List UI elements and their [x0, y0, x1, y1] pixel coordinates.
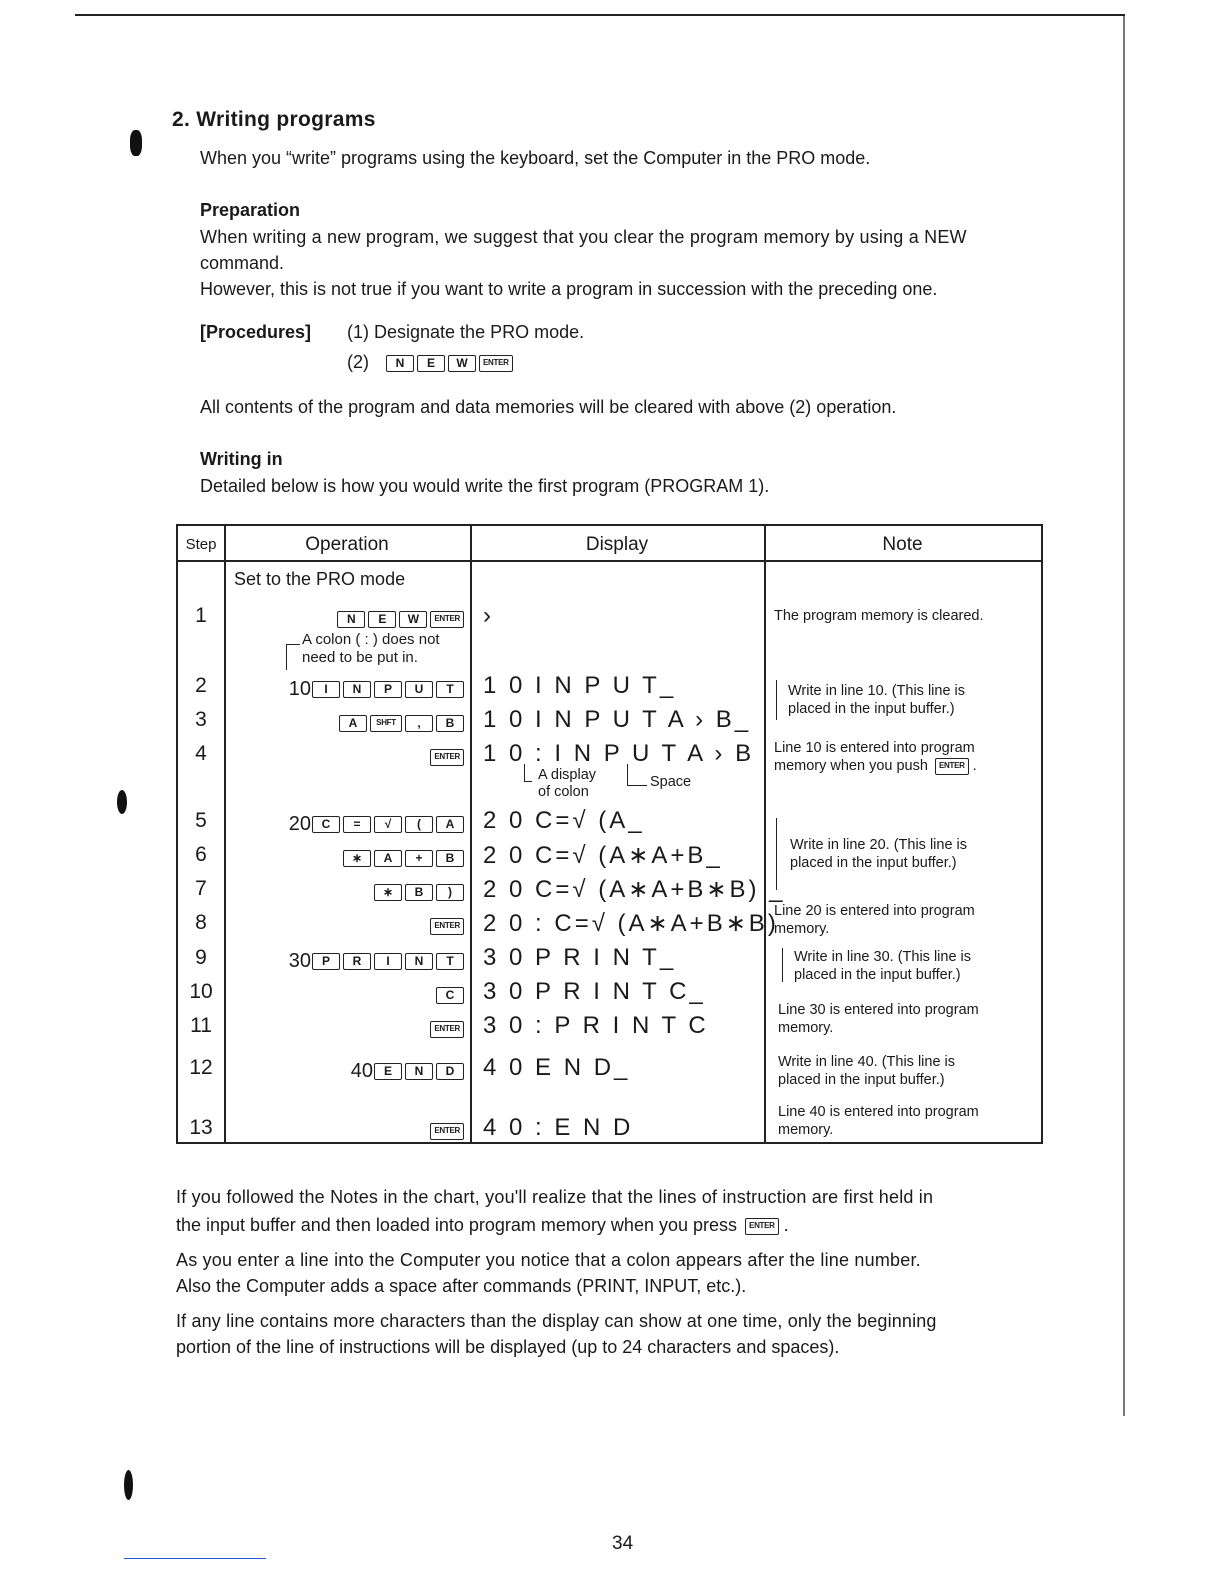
display-readout: 3 0 P R I N T C_ — [483, 978, 706, 1005]
key-char: A — [436, 816, 464, 833]
display-readout: 1 0 : I N P U T A › B — [483, 740, 755, 767]
section-intro: When you “write” programs using the keyboard, set the Computer in the PRO mode. — [200, 148, 871, 168]
key-char: N — [337, 611, 365, 628]
note-step-1: The program memory is cleared. — [774, 608, 984, 624]
note-step-13-line-2: memory. — [778, 1122, 834, 1138]
note-step-2-line-2: placed in the input buffer.) — [788, 701, 955, 717]
note-step-4-line-1: Line 10 is entered into program — [774, 740, 975, 756]
key-enter: ENTER — [430, 1123, 464, 1140]
step-number: 4 — [195, 742, 207, 765]
key-char: √ — [374, 816, 402, 833]
operation-keys — [427, 1018, 464, 1039]
key-char: = — [343, 816, 371, 833]
step-number: 11 — [190, 1014, 212, 1037]
header-divider — [178, 560, 1041, 562]
key-char: ∗ — [374, 884, 402, 901]
key-char: E — [368, 611, 396, 628]
key-char: , — [405, 715, 433, 732]
header-step: Step — [185, 536, 217, 553]
procedure-step-1: (1) Designate the PRO mode. — [347, 322, 585, 342]
key-char: T — [436, 953, 464, 970]
display-annotation-colon-1: A display — [538, 767, 597, 783]
closing-paragraph-1-line-2: the input buffer and then loaded into program memory when you press ENTER . — [176, 1215, 789, 1235]
display-readout: 2 0 C=√ (A∗A+B∗B) _ — [483, 876, 786, 903]
key-char: B — [405, 884, 433, 901]
note-step-4-text: memory when you push — [774, 758, 928, 774]
preparation-heading: Preparation — [200, 200, 301, 220]
note-step-12-line-1: Write in line 40. (This line is — [778, 1054, 956, 1070]
key-char: I — [374, 953, 402, 970]
colon-note-arrow — [286, 644, 300, 670]
top-rule — [75, 14, 1125, 16]
line-number-prefix: 10 — [288, 678, 311, 700]
display-readout: 2 0 C=√ (A_ — [483, 807, 645, 834]
operation-keys — [433, 984, 464, 1005]
enter-key: ENTER — [745, 1218, 779, 1235]
operation-keys — [289, 813, 464, 836]
key-char: N — [386, 355, 414, 372]
closing-paragraph-1-line-1: If you followed the Notes in the chart, you'll realize that the lines of instruction are first held in — [176, 1187, 934, 1207]
space-pointer-arrow — [627, 764, 647, 786]
closing-paragraph-2-line-1: As you enter a line into the Computer you notice that a colon appears after the line number. — [176, 1250, 921, 1270]
procedures-label: [Procedures] — [200, 322, 312, 342]
column-divider — [470, 526, 472, 1144]
note-step-8-line-2: memory. — [774, 921, 830, 937]
note-step-5-line-2: placed in the input buffer.) — [790, 855, 957, 871]
note-brace — [776, 680, 781, 720]
operation-keys — [336, 712, 464, 733]
display-readout: › — [483, 602, 494, 629]
note-step-12-line-2: placed in the input buffer.) — [778, 1072, 945, 1088]
right-margin-rule — [1123, 16, 1125, 1416]
key-char: T — [436, 681, 464, 698]
colon-note-line-1: A colon ( : ) does not — [302, 631, 440, 648]
line-number-prefix: 20 — [288, 813, 311, 835]
operation-keys — [351, 1060, 464, 1083]
operation-keys — [427, 915, 464, 936]
key-char: E — [374, 1063, 402, 1080]
preparation-line-2: command. — [200, 253, 285, 273]
writing-in-text: Detailed below is how you would write the first program (PROGRAM 1). — [200, 476, 770, 496]
operation-keys — [334, 608, 464, 629]
step-number: 6 — [195, 843, 207, 866]
writing-in-heading: Writing in — [200, 449, 283, 469]
preparation-line-1: When writing a new program, we suggest that you clear the program memory by using a NEW — [200, 227, 967, 247]
display-readout: 3 0 P R I N T_ — [483, 944, 677, 971]
preparation-after: All contents of the program and data memories will be cleared with above (2) operation. — [200, 397, 897, 417]
step-number: 9 — [195, 946, 207, 969]
procedure-step-2-label: (2) — [347, 352, 369, 372]
key-char: N — [405, 953, 433, 970]
step-number: 1 — [195, 604, 207, 627]
operation-keys — [427, 1120, 464, 1141]
key-char: B — [436, 850, 464, 867]
preparation-line-3: However, this is not true if you want to write a program in succession with the preceding one. — [200, 279, 938, 299]
column-divider — [224, 526, 226, 1144]
key-char: P — [312, 953, 340, 970]
enter-key: ENTER — [935, 758, 969, 775]
display-readout: 3 0 : P R I N T C — [483, 1012, 709, 1039]
step-number: 7 — [195, 877, 207, 900]
key-enter: ENTER — [430, 918, 464, 935]
operation-keys — [371, 881, 464, 902]
key-char: ) — [436, 884, 464, 901]
step-number: 8 — [195, 911, 207, 934]
display-annotation-colon-2: of colon — [538, 784, 589, 800]
step-number: 5 — [195, 809, 207, 832]
operation-keys — [289, 678, 464, 701]
note-step-8-line-1: Line 20 is entered into program — [774, 903, 975, 919]
section-title: 2. Writing programs — [172, 108, 376, 131]
key-char: ∗ — [343, 850, 371, 867]
display-readout: 2 0 : C=√ (A∗A+B∗B) — [483, 910, 779, 937]
note-step-2-line-1: Write in line 10. (This line is — [788, 683, 966, 699]
step-number: 2 — [195, 674, 207, 697]
note-brace — [782, 948, 787, 982]
key-shft: SHFT — [370, 715, 402, 732]
closing-paragraph-1-text: the input buffer and then loaded into program memory when you press — [176, 1215, 738, 1235]
key-char: U — [405, 681, 433, 698]
display-readout: 2 0 C=√ (A∗A+B_ — [483, 842, 723, 869]
header-display: Display — [585, 534, 649, 555]
key-char: ( — [405, 816, 433, 833]
binding-hole-mark — [124, 1470, 133, 1500]
key-char: A — [339, 715, 367, 732]
page-number: 34 — [612, 1533, 634, 1554]
step-number: 12 — [189, 1056, 213, 1079]
display-readout: 1 0 I N P U T A › B_ — [483, 706, 752, 733]
binding-hole-mark — [117, 790, 127, 814]
note-step-9-line-1: Write in line 30. (This line is — [794, 949, 972, 965]
column-divider — [764, 526, 766, 1144]
key-enter: ENTER — [430, 749, 464, 766]
program-steps-table — [176, 524, 1043, 1144]
display-readout: 4 0 E N D_ — [483, 1054, 631, 1081]
note-brace — [776, 818, 781, 890]
key-char: P — [374, 681, 402, 698]
note-step-9-line-2: placed in the input buffer.) — [794, 967, 961, 983]
line-number-prefix: 40 — [350, 1060, 373, 1082]
key-char: B — [436, 715, 464, 732]
key-char: W — [448, 355, 476, 372]
step-number: 10 — [189, 980, 213, 1003]
procedure-step-2-keys — [383, 352, 513, 373]
key-enter: ENTER — [430, 611, 464, 628]
bottom-link-rule — [124, 1558, 266, 1559]
key-enter: ENTER — [479, 355, 513, 372]
key-char: C — [436, 987, 464, 1004]
colon-pointer-arrow — [524, 764, 532, 782]
key-char: + — [405, 850, 433, 867]
display-readout: 4 0 : E N D — [483, 1114, 634, 1141]
key-char: N — [343, 681, 371, 698]
key-char: A — [374, 850, 402, 867]
key-char: I — [312, 681, 340, 698]
closing-paragraph-2-line-2: Also the Computer adds a space after commands (PRINT, INPUT, etc.). — [176, 1276, 747, 1296]
note-step-13-line-1: Line 40 is entered into program — [778, 1104, 979, 1120]
set-pro-mode: Set to the PRO mode — [234, 569, 406, 589]
closing-paragraph-3-line-1: If any line contains more characters than the display can show at one time, only the beginning — [176, 1311, 937, 1331]
colon-note-line-2: need to be put in. — [302, 649, 418, 666]
binding-hole-mark — [130, 130, 142, 156]
key-char: D — [436, 1063, 464, 1080]
line-number-prefix: 30 — [288, 950, 311, 972]
note-step-4-line-2: memory when you push ENTER . — [774, 758, 977, 774]
key-char: N — [405, 1063, 433, 1080]
header-note: Note — [882, 534, 923, 555]
step-number: 13 — [189, 1116, 213, 1139]
display-annotation-space: Space — [650, 774, 692, 790]
note-step-11-line-1: Line 30 is entered into program — [778, 1002, 979, 1018]
operation-keys — [289, 950, 464, 973]
display-readout: 1 0 I N P U T_ — [483, 672, 677, 699]
key-char: E — [417, 355, 445, 372]
key-char: C — [312, 816, 340, 833]
operation-keys — [340, 847, 464, 868]
key-char: W — [399, 611, 427, 628]
step-number: 3 — [195, 708, 207, 731]
key-char: R — [343, 953, 371, 970]
operation-keys — [427, 746, 464, 767]
key-enter: ENTER — [430, 1021, 464, 1038]
header-operation: Operation — [305, 534, 389, 555]
closing-paragraph-3-line-2: portion of the line of instructions will be displayed (up to 24 characters and spaces). — [176, 1337, 840, 1357]
note-step-5-line-1: Write in line 20. (This line is — [790, 837, 968, 853]
note-step-11-line-2: memory. — [778, 1020, 834, 1036]
